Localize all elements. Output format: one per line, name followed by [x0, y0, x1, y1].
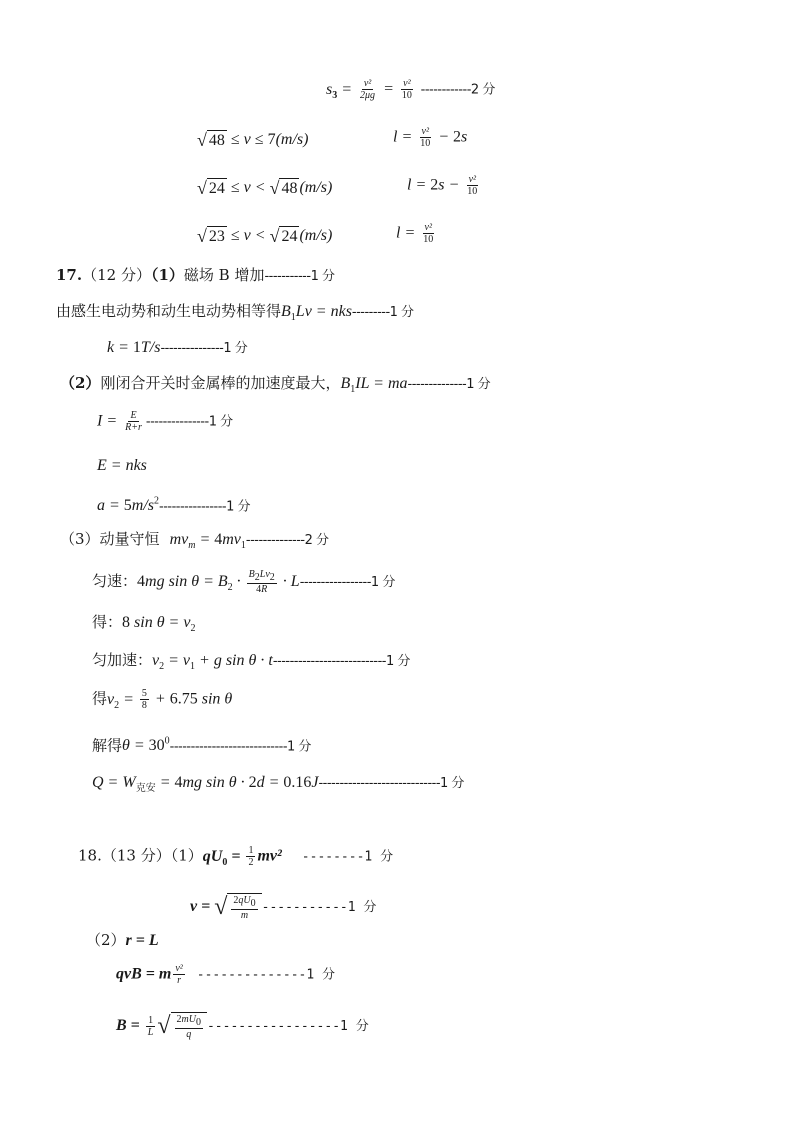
- q17-e: E = nks: [97, 457, 147, 474]
- q18-header: 18.（13 分）$(1)qU_0$ = $\frac{1}{2}$ mv² --------1 分: [78, 845, 394, 868]
- q17-k: k = 1T/s---------------1 分: [107, 339, 248, 356]
- q17-part2: （2）刚闭合开关时金属棒的加速度最大，$B_1IL = ma--------------1$ 分: [60, 374, 491, 396]
- q17-emf: 由感生电动势和动生电动势相等得$B_1Lv = nks---------1$ 分: [56, 302, 414, 324]
- q16-range2-l: l = 2s − $\frac{\text{v²}}{10}$: [407, 174, 478, 197]
- q16-range1-l: l = $\frac{\text{v²}}{10}$ − 2s: [393, 126, 468, 149]
- q16-range3-l: l = $\frac{\text{v²}}{10}$: [396, 222, 434, 245]
- q18-v: v = √ $\frac{2qU_0}{m}$ -----------1 分: [190, 894, 377, 921]
- q18-b: B = $\frac{1}{L}$ √ $\frac{2mU_0}{q}$ -----------------1 分: [116, 1013, 369, 1040]
- q17-part3: （3）动量守恒 $mv_m = 4mv_1--------------2$ 分: [60, 530, 329, 552]
- q17-number: 17.: [56, 266, 83, 284]
- q18-part2: （2）r = L: [86, 931, 159, 949]
- q17-de2: 得$v_2$ = $\frac{5}{8}$ + 6.75 sin θ: [92, 688, 233, 711]
- q17-de: 得：8 $\sin \theta = v_2$: [92, 613, 196, 635]
- q16-s3-score: ------------2 分: [420, 82, 495, 98]
- q18-qvb: qvB = m $\frac{\text{v²}}{r}$ --------------1 分: [116, 963, 336, 986]
- q17-i: I = $\frac{E}{R+r}$ ---------------1 分: [97, 410, 233, 433]
- q17-header: 17.（12 分）（1）磁场 B 增加-----------1 分: [56, 266, 335, 284]
- q17-q: $Q = W_{克安} = 4mg$ sin θ · 2d = 0.16J-----------------------------1 分: [92, 774, 464, 794]
- q16-range2: √ 24 ≤ v < √ 48 (m/s): [197, 177, 333, 198]
- q16-range1: √ 48 ≤ v ≤ 7(m/s): [197, 129, 309, 150]
- q17-uniform: 匀速：4mg $\sin \theta = B_2$ · $\frac{B_2Lv_2}{4R}$ · L-----------------1 分: [92, 569, 395, 595]
- q17-accel: 匀加速：$v_2 = v_1 + g$ sin θ · t---------------------------1 分: [92, 651, 410, 673]
- q17-solve: 解得$\theta = 30^0----------------------------1$ 分: [92, 736, 311, 755]
- q16-s3-line: $s_3$ = $\frac{\text{v²}}{2\mu g}$ = $\frac{\text{v²}}{10}$ ------------2 分: [326, 78, 495, 101]
- q18-number: 18.: [78, 846, 102, 865]
- q17-a: $a = 5m/s^2----------------1$ 分: [97, 496, 250, 515]
- q16-range3: √ 23 ≤ v < √ 24 (m/s): [197, 225, 333, 246]
